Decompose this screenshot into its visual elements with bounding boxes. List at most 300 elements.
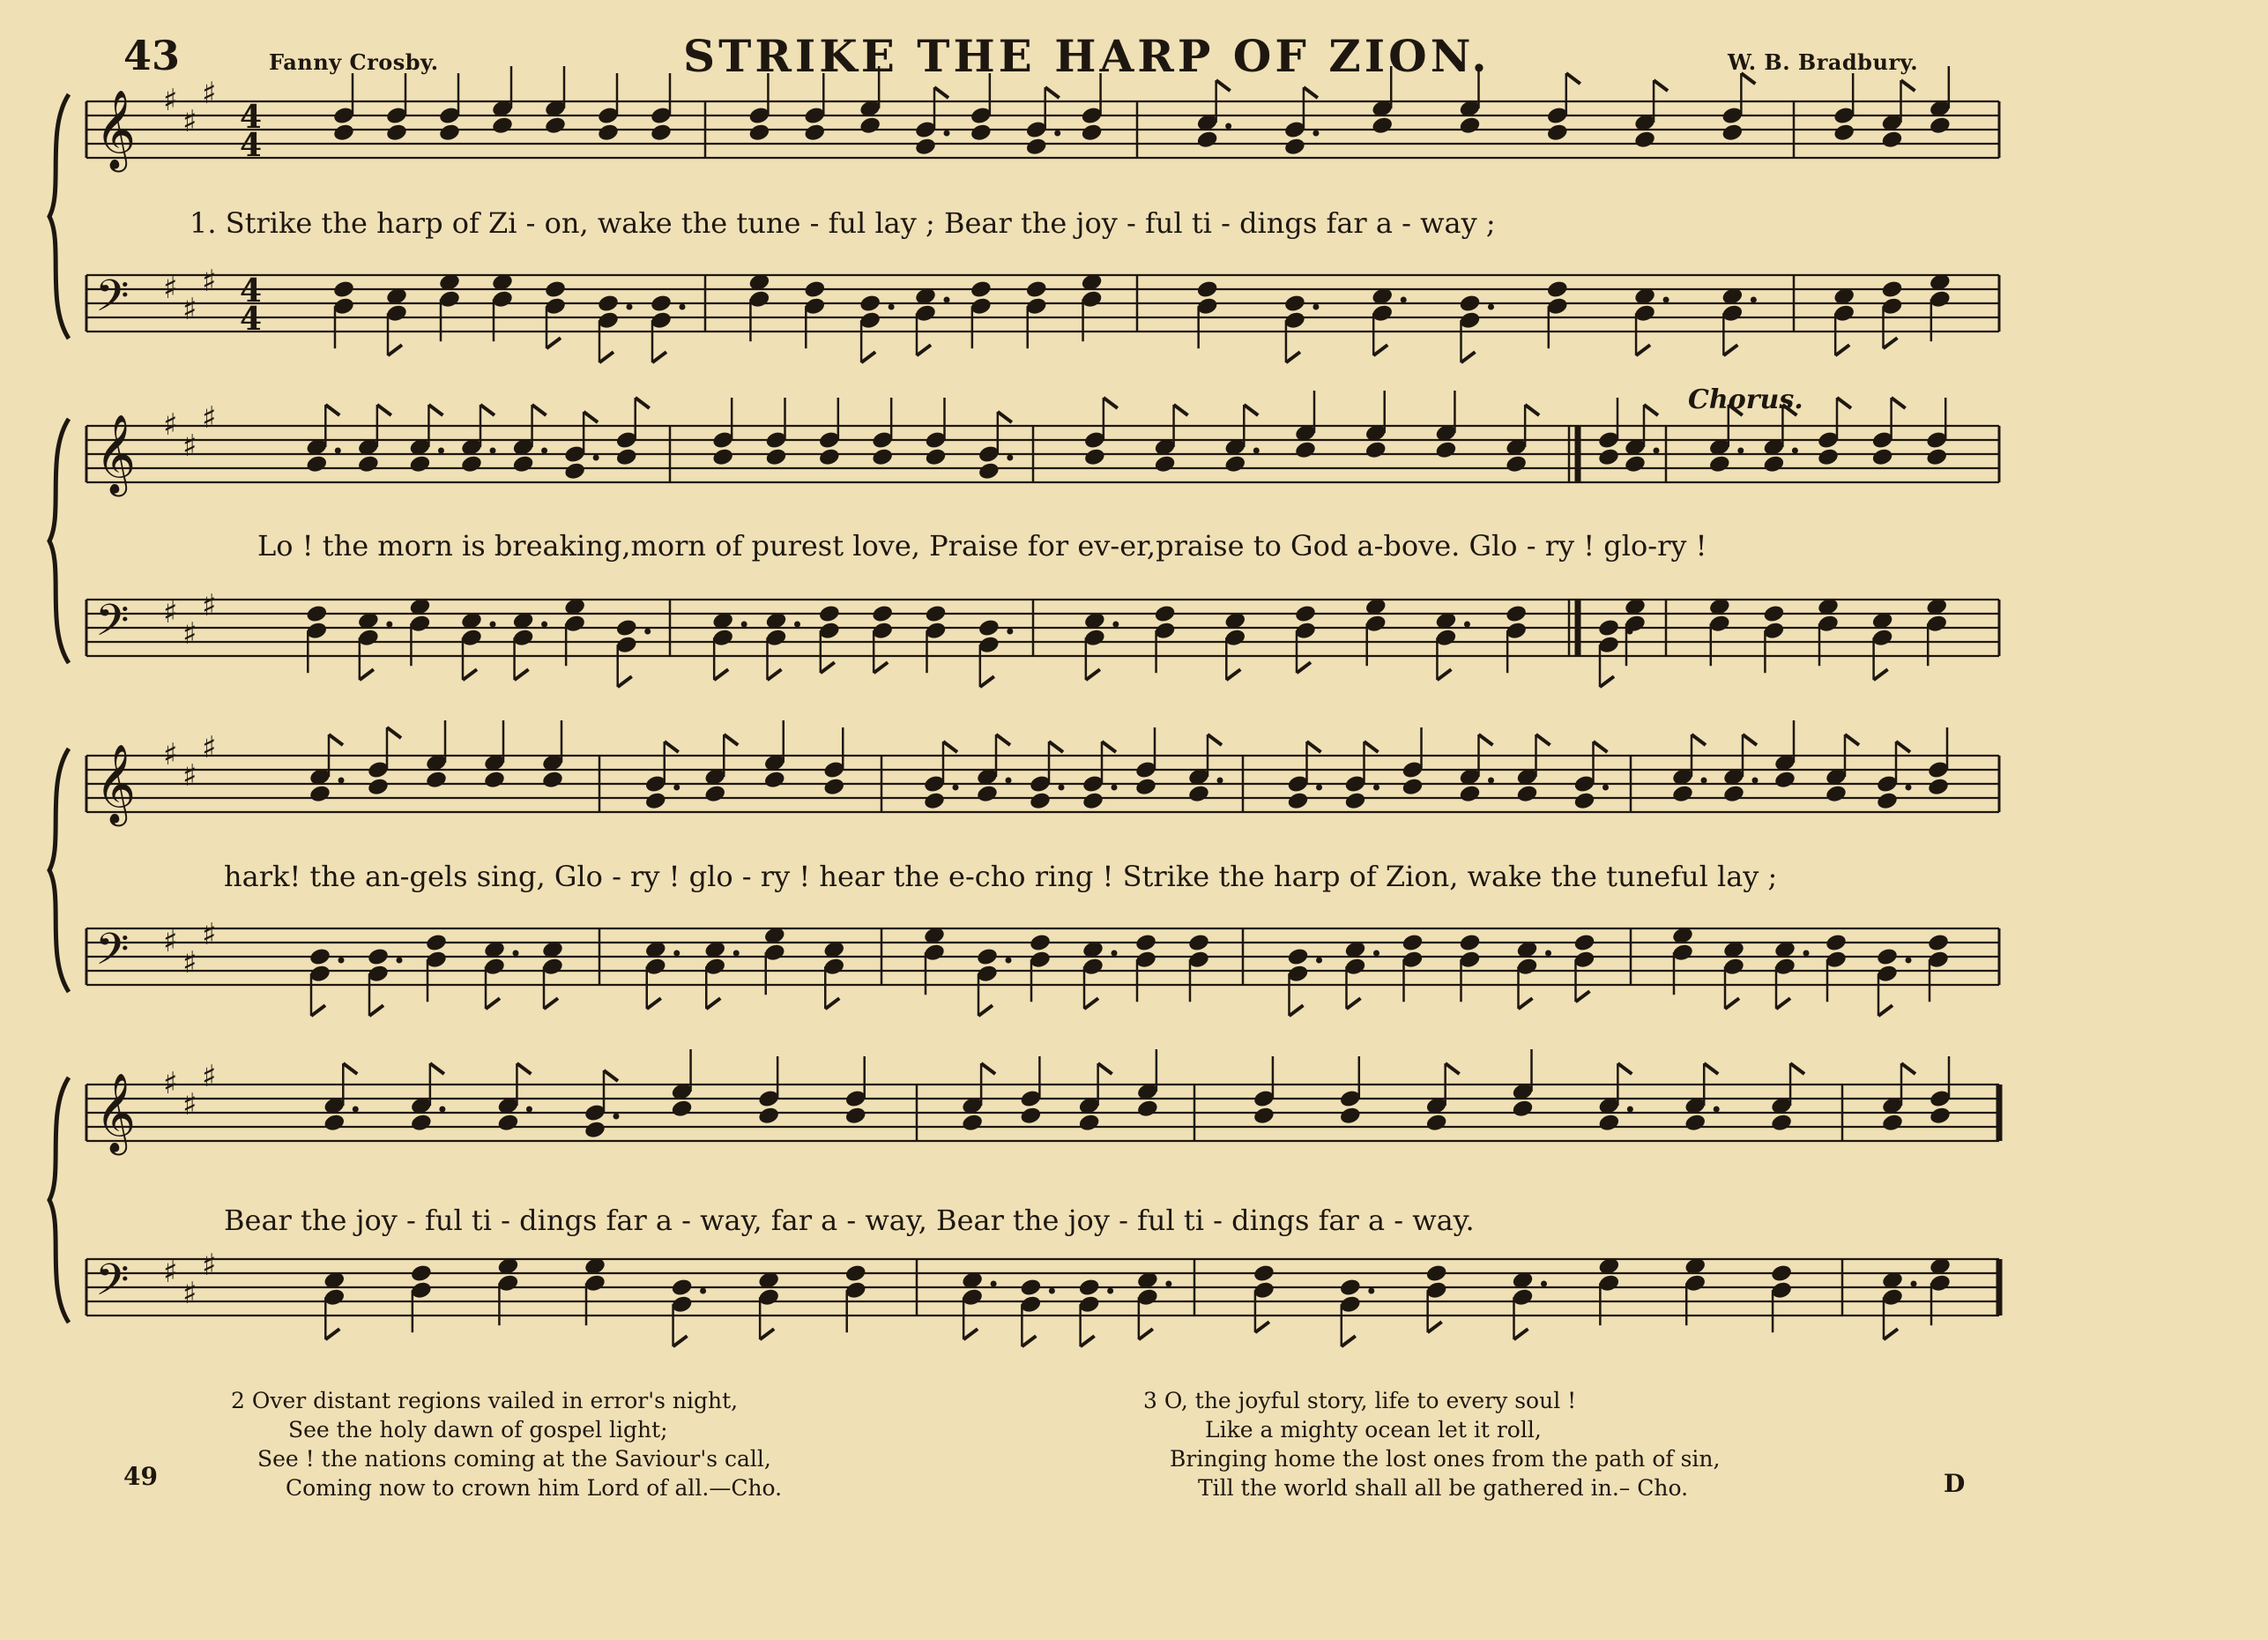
dot	[1545, 950, 1551, 957]
dot	[1312, 130, 1319, 137]
note-head	[563, 461, 586, 481]
sharp-sign: ♯	[182, 292, 197, 327]
dot	[438, 448, 444, 454]
note-flag	[544, 998, 558, 1009]
note-head	[1078, 1278, 1101, 1298]
dot	[1654, 448, 1660, 454]
note-flag	[1519, 998, 1533, 1009]
note-flag	[1790, 1063, 1804, 1074]
note-head	[978, 618, 1000, 638]
dot	[944, 130, 950, 137]
note-flag	[724, 734, 738, 745]
note-flag	[1884, 1329, 1898, 1339]
note-flag	[532, 405, 547, 415]
note-head	[410, 1264, 433, 1284]
note-head	[1722, 784, 1745, 804]
dot	[944, 297, 950, 303]
note-flag	[1741, 73, 1755, 84]
note-flag	[1226, 669, 1240, 680]
note-flag	[980, 676, 994, 687]
note-flag	[1255, 1322, 1269, 1332]
note-head	[924, 447, 947, 467]
note-head	[305, 454, 328, 474]
note-head	[1624, 454, 1647, 474]
note-head	[1876, 791, 1899, 811]
note-flag	[1636, 345, 1650, 355]
note-head	[871, 447, 894, 467]
note-head	[1134, 933, 1157, 953]
note-flag	[1884, 338, 1898, 348]
hymn-title: STRIKE THE HARP OF ZION.	[683, 30, 1491, 82]
sharp-sign: ♯	[182, 1276, 197, 1311]
note-head	[1286, 791, 1309, 811]
note-flag	[1901, 80, 1915, 91]
note-flag	[1837, 398, 1851, 408]
chorus-label: Chorus.	[1688, 384, 1803, 415]
note-flag	[428, 405, 442, 415]
sharp-sign: ♯	[163, 407, 178, 443]
dot	[1752, 778, 1759, 784]
note-flag	[369, 1005, 383, 1016]
note-head	[1082, 791, 1104, 811]
note-flag	[1514, 1329, 1528, 1339]
sharp-sign: ♯	[202, 917, 217, 952]
sharp-sign: ♯	[202, 588, 217, 623]
note-head	[1343, 791, 1366, 811]
note-flag	[1347, 998, 1361, 1009]
sharp-sign: ♯	[202, 400, 217, 436]
note-head	[1187, 784, 1210, 804]
note-flag	[1365, 742, 1379, 752]
verse-2-line-4: Coming now to crown him Lord of all.—Cho.	[286, 1475, 783, 1501]
note-flag	[463, 669, 477, 680]
dot	[353, 1107, 359, 1113]
note-head	[408, 454, 431, 474]
treble-clef: 𝄞	[95, 1073, 137, 1152]
note-head	[1371, 116, 1394, 136]
note-flag	[1845, 734, 1859, 745]
note-flag	[1878, 1005, 1892, 1016]
note-head	[818, 447, 841, 467]
note-flag	[1566, 73, 1580, 84]
note-flag	[486, 998, 500, 1009]
dot	[1316, 958, 1322, 964]
dot	[490, 622, 496, 628]
note-head	[1573, 933, 1595, 953]
note-head	[1929, 116, 1952, 136]
note-head	[1187, 933, 1210, 953]
dot	[1488, 304, 1494, 310]
dot	[1488, 778, 1494, 784]
note-head	[803, 123, 826, 143]
note-head	[711, 447, 734, 467]
note-flag	[1874, 669, 1888, 680]
note-flag	[943, 742, 957, 752]
sharp-sign: ♯	[182, 1087, 197, 1122]
note-flag	[325, 405, 339, 415]
dot	[526, 1107, 532, 1113]
note-flag	[1644, 405, 1658, 415]
dot	[541, 448, 547, 454]
note-flag	[1104, 398, 1118, 408]
note-head	[650, 294, 673, 314]
note-head	[1927, 933, 1950, 953]
dot	[1906, 785, 1912, 791]
note-head	[367, 947, 390, 967]
time-signature: 4	[240, 272, 263, 309]
note-head	[1458, 784, 1481, 804]
treble-clef: 𝄞	[95, 744, 137, 824]
sharp-sign: ♯	[182, 429, 197, 464]
dot	[1602, 785, 1609, 791]
note-head	[757, 1106, 780, 1126]
note-head	[1153, 454, 1176, 474]
note-flag	[311, 1005, 325, 1016]
sharp-sign: ♯	[202, 76, 217, 111]
note-head	[1025, 137, 1048, 157]
sharp-sign: ♯	[182, 616, 197, 652]
note-head	[1880, 130, 1903, 150]
dot	[673, 785, 680, 791]
dot	[1373, 785, 1379, 791]
note-head	[978, 461, 1000, 481]
note-flag	[1428, 1322, 1442, 1332]
time-signature: 4	[240, 127, 263, 164]
note-head	[844, 1264, 867, 1284]
note-head	[923, 791, 946, 811]
sharp-sign: ♯	[202, 264, 217, 299]
note-head	[309, 947, 331, 967]
dot	[1792, 448, 1798, 454]
sharp-sign: ♯	[182, 104, 197, 139]
bass-clef: 𝄢	[95, 271, 130, 332]
note-flag	[917, 345, 931, 355]
note-head	[332, 123, 355, 143]
note-flag	[1102, 742, 1116, 752]
dot	[700, 1288, 706, 1294]
note-head	[763, 770, 786, 790]
note-head	[323, 1113, 346, 1133]
note-head	[871, 604, 894, 624]
page-number: 43	[123, 32, 181, 79]
note-flag	[978, 1005, 993, 1016]
note-head	[309, 784, 331, 804]
note-head	[1546, 123, 1569, 143]
note-head	[1283, 137, 1306, 157]
signature-mark: 49	[123, 1462, 158, 1491]
sharp-sign: ♯	[163, 271, 178, 306]
dot	[593, 455, 599, 461]
note-head	[425, 770, 448, 790]
note-head	[1515, 784, 1538, 804]
note-flag	[665, 742, 679, 752]
dot	[1112, 785, 1118, 791]
dot	[1464, 622, 1470, 628]
dot	[1663, 297, 1669, 303]
note-head	[1825, 784, 1848, 804]
dot	[680, 304, 686, 310]
note-head	[670, 1099, 693, 1119]
sharp-sign: ♯	[202, 1059, 217, 1094]
note-head	[483, 770, 506, 790]
note-flag	[1525, 405, 1539, 415]
treble-clef: 𝄞	[95, 90, 137, 169]
note-head	[818, 604, 841, 624]
note-flag	[360, 669, 374, 680]
sharp-sign: ♯	[202, 1248, 217, 1283]
note-flag	[377, 405, 391, 415]
verse-2	[231, 1386, 782, 1502]
note-head	[1880, 280, 1903, 300]
note-flag	[963, 1329, 978, 1339]
note-head	[1871, 447, 1894, 467]
dot	[1006, 778, 1012, 784]
note-flag	[821, 662, 835, 673]
note-head	[764, 447, 787, 467]
note-flag	[1692, 734, 1706, 745]
note-flag	[1594, 742, 1608, 752]
note-head	[1434, 440, 1457, 460]
note-flag	[1446, 1063, 1460, 1074]
note-flag	[1084, 998, 1098, 1009]
note-head	[460, 454, 483, 474]
note-head	[1253, 1264, 1275, 1284]
dot	[1368, 1288, 1374, 1294]
note-head	[385, 123, 408, 143]
note-flag	[1045, 87, 1060, 98]
lyrics-line-1: 1. Strike the harp of Zi - on, wake the tune - ful lay ; Bear the joy - ful ti - dings far a - way ;	[190, 206, 1496, 240]
note-head	[670, 1278, 693, 1298]
note-head	[859, 294, 881, 314]
note-flag	[1479, 734, 1493, 745]
brace	[49, 749, 69, 992]
note-head	[1134, 777, 1157, 797]
note-head	[1401, 777, 1424, 797]
sharp-sign: ♯	[163, 83, 178, 118]
dot	[991, 1281, 997, 1287]
note-flag	[1776, 998, 1790, 1009]
note-head	[1019, 1106, 1042, 1126]
dot	[733, 950, 740, 957]
note-head	[491, 116, 514, 136]
dot	[1049, 1288, 1055, 1294]
dot	[1737, 448, 1744, 454]
note-flag	[343, 1063, 357, 1074]
dot	[541, 622, 547, 628]
dot	[889, 304, 895, 310]
dot	[338, 958, 345, 964]
note-flag	[1174, 405, 1188, 415]
note-head	[1597, 1113, 1620, 1133]
brace	[49, 94, 69, 339]
note-head	[644, 791, 667, 811]
note-head	[1136, 1099, 1159, 1119]
sharp-sign: ♯	[163, 924, 178, 959]
note-flag	[1536, 734, 1550, 745]
note-flag	[1081, 1336, 1095, 1346]
note-head	[1458, 933, 1481, 953]
note-flag	[1098, 1063, 1112, 1074]
sharp-sign: ♯	[182, 758, 197, 794]
dot	[1112, 622, 1119, 628]
note-head	[970, 280, 993, 300]
note-flag	[1304, 87, 1318, 98]
note-flag	[706, 998, 720, 1009]
note-head	[1458, 294, 1481, 314]
note-head	[844, 1106, 867, 1126]
note-head	[438, 123, 461, 143]
dot	[1316, 785, 1322, 791]
sharp-sign: ♯	[182, 945, 197, 980]
dot	[1007, 629, 1013, 635]
note-head	[1083, 447, 1106, 467]
note-head	[597, 123, 620, 143]
lyrics-line-4: Bear the joy - ful ti - dings far a - way, far a - way, Bear the joy - ful ti - dings far a - way.	[224, 1204, 1475, 1237]
note-head	[976, 784, 999, 804]
note-head	[1196, 280, 1219, 300]
note-head	[357, 454, 380, 474]
dot	[741, 622, 747, 628]
dot	[673, 950, 680, 957]
note-head	[1153, 604, 1176, 624]
dot	[1107, 1288, 1113, 1294]
note-head	[541, 770, 564, 790]
note-head	[650, 123, 673, 143]
note-flag	[760, 1329, 774, 1339]
dot	[1054, 130, 1060, 137]
dot	[1541, 1281, 1547, 1287]
lyrics-line-2: Lo ! the morn is breaking,morn of purest love, Praise for ev-er,praise to God a-bove. Glo - ry ! glo-ry !	[257, 529, 1707, 563]
note-head	[1925, 447, 1948, 467]
note-flag	[1244, 405, 1258, 415]
brace	[49, 419, 69, 663]
note-head	[1597, 618, 1620, 638]
note-head	[544, 280, 567, 300]
sharp-sign: ♯	[163, 1255, 178, 1290]
verse-3	[1143, 1386, 1720, 1502]
note-head	[332, 280, 355, 300]
note-flag	[1307, 742, 1321, 752]
dot	[1225, 123, 1231, 130]
note-head	[1294, 440, 1317, 460]
note-flag	[1896, 742, 1910, 752]
note-head	[584, 1120, 606, 1140]
note-flag	[1297, 662, 1311, 673]
note-flag	[1835, 345, 1849, 355]
note-head	[1294, 604, 1317, 624]
note-head	[1833, 123, 1855, 143]
note-flag	[388, 345, 402, 355]
dot	[1906, 958, 1912, 964]
verse-3-line-3: Bringing home the lost ones from the path of sin,	[1170, 1446, 1721, 1472]
sharp-sign: ♯	[163, 1066, 178, 1101]
note-flag	[652, 352, 666, 362]
note-flag	[1461, 352, 1476, 362]
note-head	[1770, 1113, 1793, 1133]
note-head	[1774, 770, 1796, 790]
note-flag	[1086, 669, 1100, 680]
note-head	[511, 454, 534, 474]
dot	[335, 448, 341, 454]
note-head	[924, 604, 947, 624]
note-head	[1078, 1113, 1101, 1133]
note-flag	[1743, 734, 1757, 745]
note-head	[1458, 116, 1481, 136]
bass-clef: 𝄢	[95, 924, 130, 986]
dot	[1373, 950, 1379, 957]
note-head	[1029, 791, 1052, 811]
dot	[613, 1114, 620, 1120]
verse-2-line-2: See the holy dawn of gospel light;	[288, 1417, 668, 1442]
note-flag	[584, 412, 598, 422]
dot	[1312, 304, 1319, 310]
note-head	[1253, 1106, 1275, 1126]
note-head	[747, 123, 770, 143]
note-head	[1762, 454, 1785, 474]
note-head	[1817, 447, 1840, 467]
note-head	[1671, 784, 1694, 804]
note-head	[1546, 280, 1569, 300]
note-head	[859, 116, 881, 136]
sharp-sign: ♯	[163, 737, 178, 772]
note-flag	[825, 998, 839, 1009]
note-head	[1573, 791, 1595, 811]
note-head	[1196, 130, 1219, 150]
dot	[490, 448, 496, 454]
note-head	[1927, 777, 1950, 797]
dot	[1627, 1107, 1633, 1113]
note-flag	[934, 87, 948, 98]
bass-clef: 𝄢	[95, 1255, 130, 1316]
note-head	[1511, 1099, 1534, 1119]
note-head	[1425, 1113, 1448, 1133]
note-flag	[1208, 734, 1222, 745]
note-flag	[325, 1329, 339, 1339]
dot	[397, 958, 403, 964]
note-flag	[1373, 345, 1387, 355]
note-head	[976, 947, 999, 967]
note-head	[597, 294, 620, 314]
verse-2-line-3: See ! the nations coming at the Saviour's call,	[257, 1446, 771, 1472]
verse-3-line-4: Till the world shall all be gathered in.– Cho.	[1198, 1475, 1689, 1501]
note-head	[367, 777, 390, 797]
note-flag	[1049, 742, 1063, 752]
dot	[1006, 958, 1012, 964]
note-flag	[874, 662, 888, 673]
time-signature: 4	[240, 301, 263, 338]
dot	[439, 1107, 445, 1113]
note-head	[1019, 1278, 1042, 1298]
dot	[1701, 778, 1707, 784]
dot	[794, 622, 800, 628]
dot	[1911, 1281, 1917, 1287]
note-head	[1286, 947, 1309, 967]
lyricist-credit: Fanny Crosby.	[269, 49, 439, 75]
note-flag	[387, 727, 401, 738]
dot	[1007, 455, 1013, 461]
verse-3-line-2: Like a mighty ocean let it roll,	[1205, 1417, 1542, 1442]
note-head	[1770, 1264, 1793, 1284]
dot	[1112, 950, 1118, 957]
composer-credit: W. B. Bradbury.	[1728, 49, 1919, 75]
note-head	[1708, 454, 1731, 474]
note-head	[703, 784, 726, 804]
note-flag	[1290, 1005, 1304, 1016]
note-head	[1929, 1106, 1952, 1126]
note-flag	[1437, 669, 1451, 680]
note-head	[1425, 1264, 1448, 1284]
dot	[1751, 297, 1757, 303]
